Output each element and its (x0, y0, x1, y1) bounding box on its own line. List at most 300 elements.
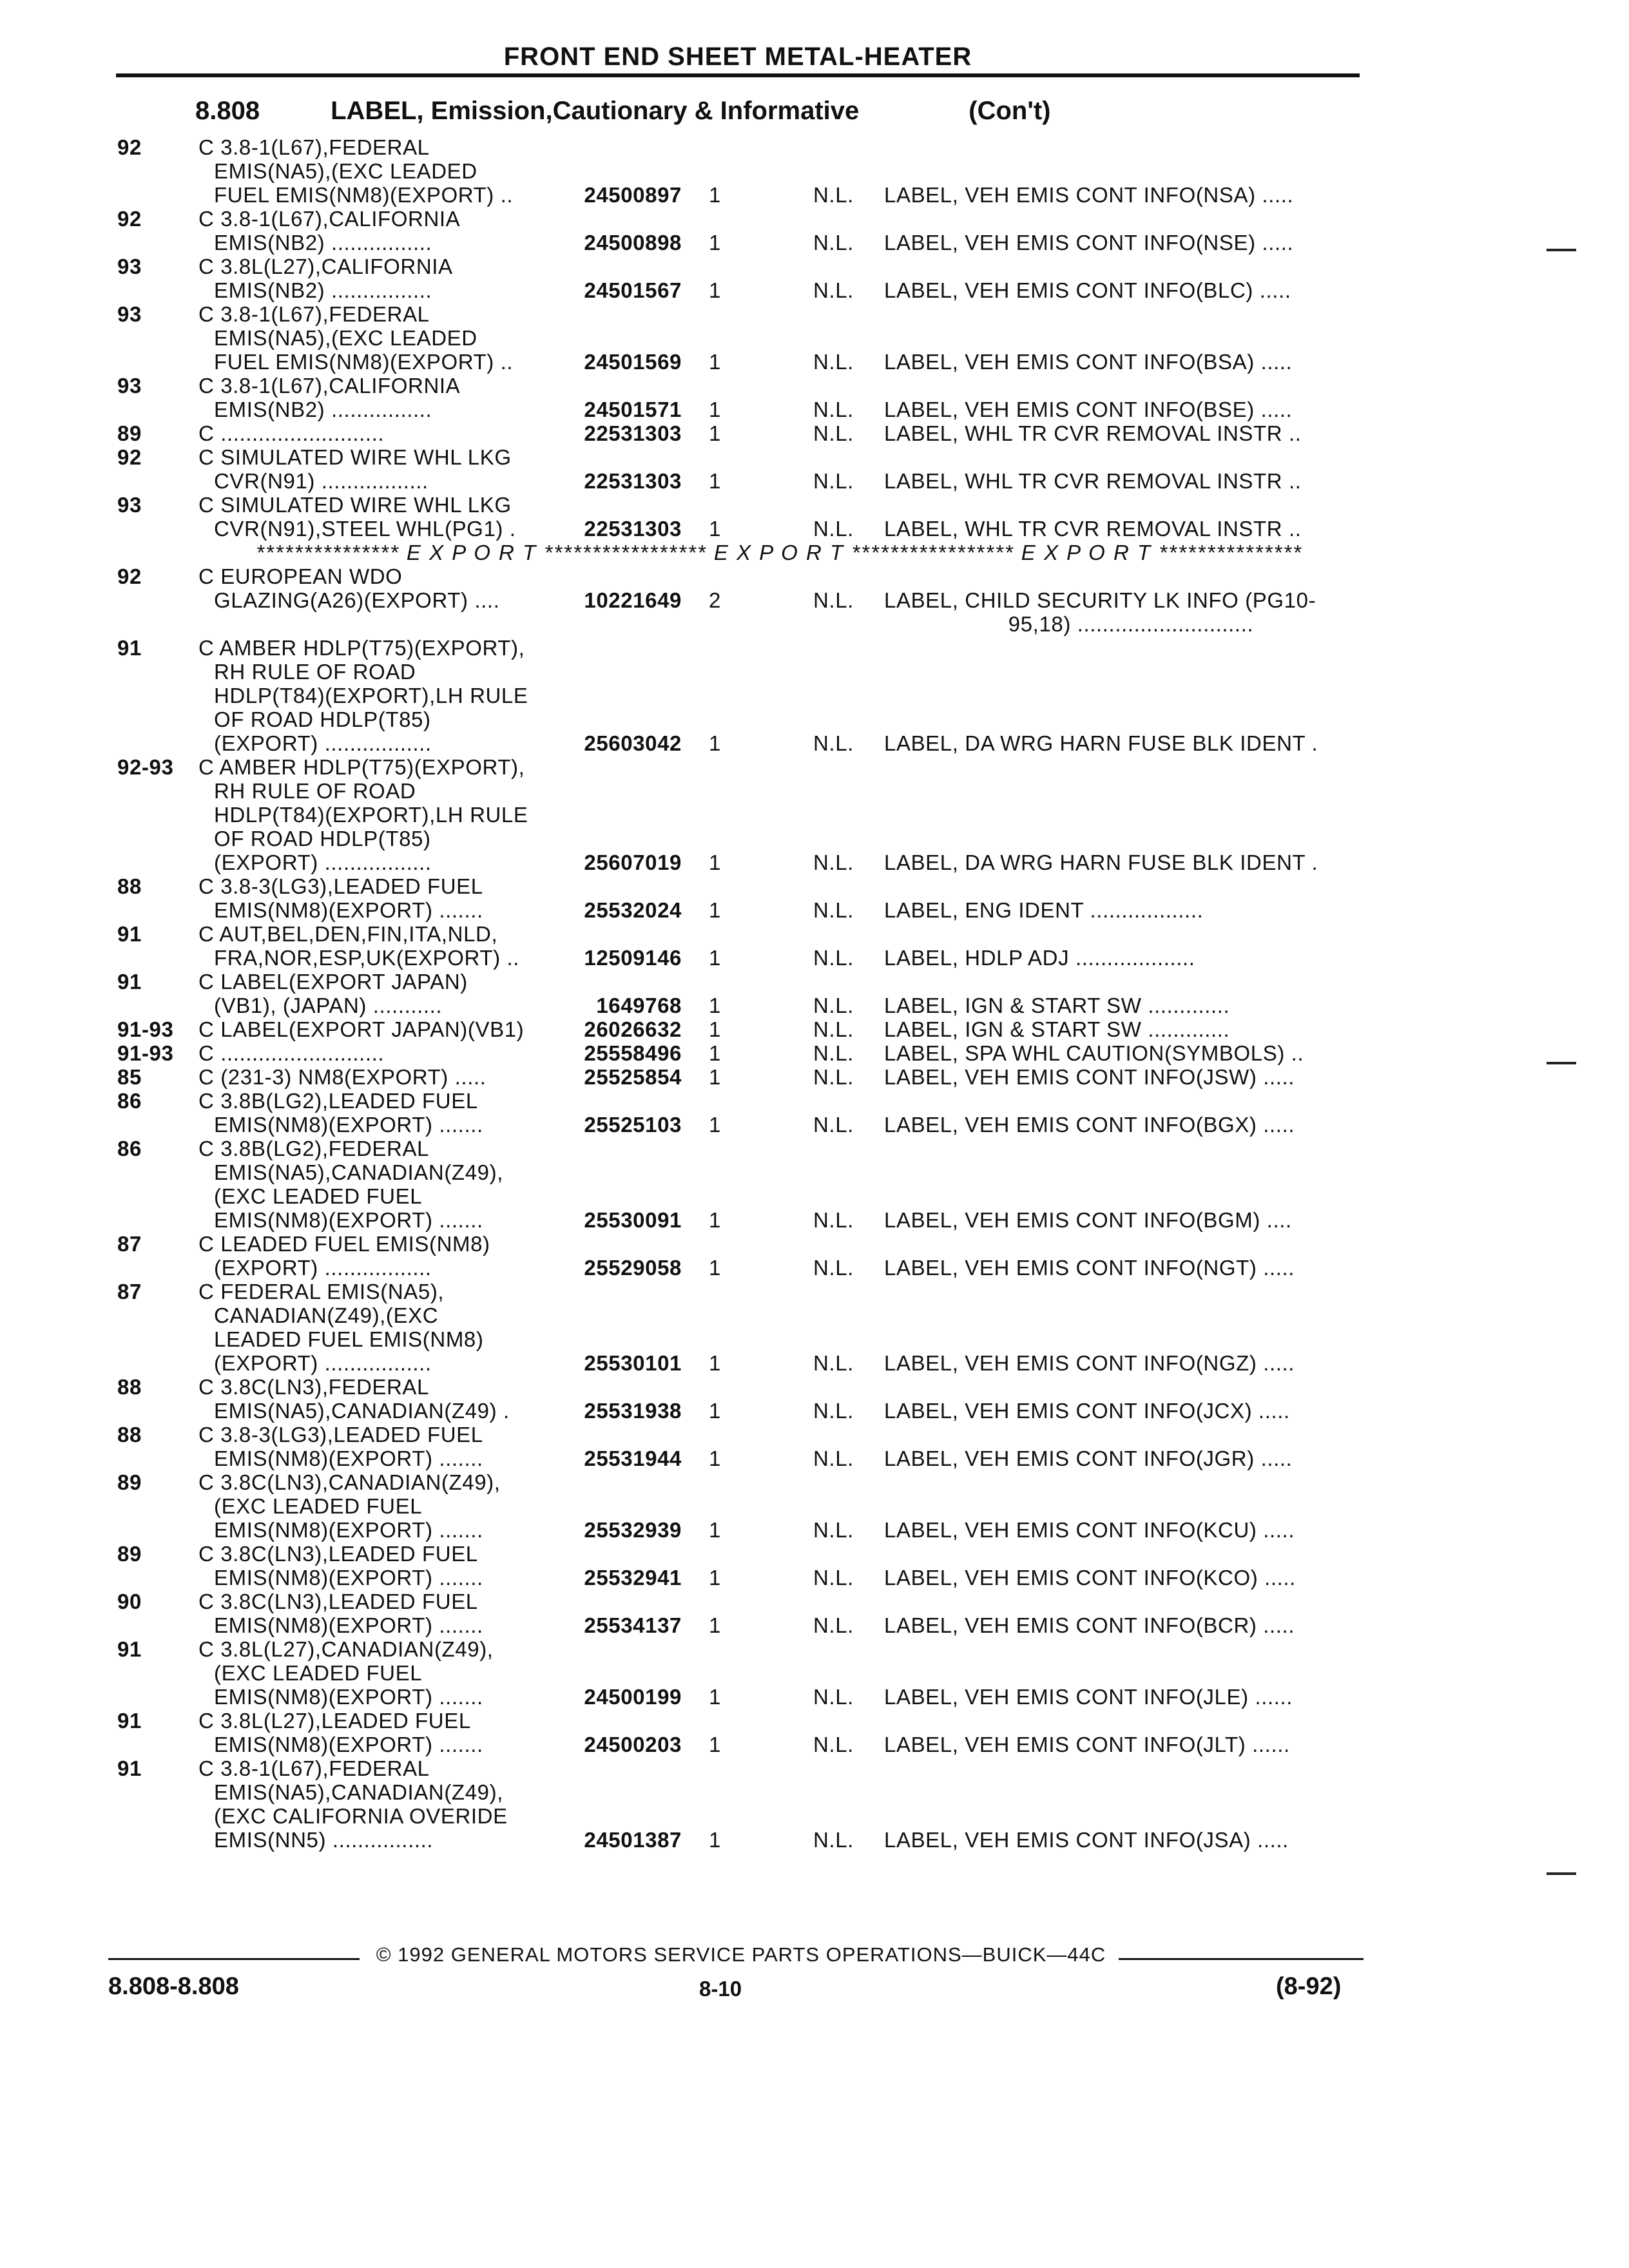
usage-description: OF ROAD HDLP(T85) (214, 707, 431, 731)
usage-description: C 3.8-1(L67),FEDERAL (198, 1756, 430, 1780)
illustration-ref: N.L. (813, 1828, 854, 1852)
footer-date: (8-92) (1276, 1973, 1342, 2000)
part-description: LABEL, WHL TR CVR REMOVAL INSTR .. (884, 517, 1302, 541)
model-year: 92-93 (117, 755, 174, 779)
table-row (0, 731, 1629, 755)
usage-description: C (231-3) NM8(EXPORT) ..... (198, 1065, 487, 1089)
model-year: 91 (117, 636, 142, 660)
table-row (0, 231, 1629, 255)
illustration-ref: N.L. (813, 278, 854, 302)
illustration-ref: N.L. (813, 1041, 854, 1065)
section-continued: (Con't) (969, 97, 1051, 125)
footer-copyright: © 1992 GENERAL MOTORS SERVICE PARTS OPERATIONS—BUICK—44C (376, 1943, 1106, 1966)
table-row (0, 1494, 1629, 1518)
table-row (0, 1518, 1629, 1542)
usage-description: EMIS(NM8)(EXPORT) ....... (214, 1685, 483, 1709)
model-year: 89 (117, 1470, 142, 1494)
table-row (0, 1780, 1629, 1804)
part-number: 25603042 (584, 731, 682, 755)
part-number: 24500203 (584, 1733, 682, 1756)
footer-section-range: 8.808-8.808 (108, 1973, 239, 2000)
part-number: 25532939 (584, 1518, 682, 1542)
table-row (0, 994, 1629, 1017)
usage-description: C LEADED FUEL EMIS(NM8) (198, 1232, 490, 1256)
quantity: 1 (709, 1685, 721, 1709)
table-row (0, 183, 1629, 207)
part-description: LABEL, HDLP ADJ ................... (884, 946, 1195, 970)
quantity: 1 (709, 946, 721, 970)
quantity: 1 (709, 731, 721, 755)
part-number: 24500897 (584, 183, 682, 207)
table-row (0, 755, 1629, 779)
usage-description: C 3.8C(LN3),CANADIAN(Z49), (198, 1470, 501, 1494)
part-description: LABEL, VEH EMIS CONT INFO(NGT) ..... (884, 1256, 1295, 1280)
table-row (0, 1256, 1629, 1280)
table-row (0, 636, 1629, 660)
model-year: 91-93 (117, 1017, 174, 1041)
part-number: 25530091 (584, 1208, 682, 1232)
table-row (0, 1446, 1629, 1470)
table-row (0, 970, 1629, 994)
model-year: 88 (117, 874, 142, 898)
quantity: 1 (709, 278, 721, 302)
section-heading (195, 97, 1050, 126)
illustration-ref: N.L. (813, 1113, 854, 1137)
usage-description: EMIS(NM8)(EXPORT) ....... (214, 1518, 483, 1542)
usage-description: C 3.8C(LN3),FEDERAL (198, 1375, 429, 1399)
table-row (0, 1709, 1629, 1733)
usage-description: LEADED FUEL EMIS(NM8) (214, 1327, 484, 1351)
model-year: 93 (117, 255, 142, 278)
part-number: 10221649 (584, 588, 682, 612)
usage-description: (EXPORT) ................. (214, 1351, 432, 1375)
usage-description: GLAZING(A26)(EXPORT) .... (214, 588, 500, 612)
quantity: 1 (709, 898, 721, 922)
usage-description: EMIS(NM8)(EXPORT) ....... (214, 1613, 483, 1637)
part-number: 22531303 (584, 517, 682, 541)
quantity: 1 (709, 1828, 721, 1852)
part-number: 25534137 (584, 1613, 682, 1637)
table-row (0, 374, 1629, 398)
table-row (0, 1184, 1629, 1208)
table-row (0, 1613, 1629, 1637)
table-row (0, 898, 1629, 922)
part-number: 25532941 (584, 1566, 682, 1590)
illustration-ref: N.L. (813, 1017, 854, 1041)
part-number: 25607019 (584, 850, 682, 874)
model-year: 93 (117, 493, 142, 517)
usage-description: RH RULE OF ROAD (214, 779, 416, 803)
part-description: LABEL, VEH EMIS CONT INFO(BCR) ..... (884, 1613, 1295, 1637)
illustration-ref: N.L. (813, 1351, 854, 1375)
quantity: 1 (709, 231, 721, 255)
quantity: 2 (709, 588, 721, 612)
part-number: 24501571 (584, 398, 682, 421)
model-year: 86 (117, 1089, 142, 1113)
table-row (0, 1351, 1629, 1375)
table-row (0, 660, 1629, 684)
model-year: 88 (117, 1375, 142, 1399)
part-description: LABEL, DA WRG HARN FUSE BLK IDENT . (884, 850, 1318, 874)
part-number: 25530101 (584, 1351, 682, 1375)
model-year: 89 (117, 421, 142, 445)
table-row (0, 1733, 1629, 1756)
part-description: LABEL, VEH EMIS CONT INFO(JLT) ...... (884, 1733, 1290, 1756)
part-description: LABEL, VEH EMIS CONT INFO(NSE) ..... (884, 231, 1294, 255)
usage-description: EMIS(NB2) ................ (214, 398, 432, 421)
margin-mark (1547, 1872, 1576, 1875)
export-divider (0, 541, 1629, 564)
section-title: LABEL, Emission,Cautionary & Informative (331, 97, 860, 125)
usage-description: EMIS(NM8)(EXPORT) ....... (214, 1113, 483, 1137)
usage-description: HDLP(T84)(EXPORT),LH RULE (214, 684, 528, 707)
quantity: 1 (709, 398, 721, 421)
usage-description: CVR(N91),STEEL WHL(PG1) . (214, 517, 516, 541)
table-row (0, 922, 1629, 946)
usage-description: EMIS(NA5),(EXC LEADED (214, 159, 477, 183)
model-year: 91 (117, 1637, 142, 1661)
model-year: 93 (117, 374, 142, 398)
usage-description: C 3.8-3(LG3),LEADED FUEL (198, 874, 483, 898)
parts-list (0, 135, 1629, 1852)
table-row (0, 350, 1629, 374)
usage-description: FRA,NOR,ESP,UK(EXPORT) .. (214, 946, 520, 970)
usage-description: FUEL EMIS(NM8)(EXPORT) .. (214, 350, 514, 374)
table-row (0, 1375, 1629, 1399)
part-description: LABEL, VEH EMIS CONT INFO(KCU) ..... (884, 1518, 1295, 1542)
part-number: 25529058 (584, 1256, 682, 1280)
illustration-ref: N.L. (813, 731, 854, 755)
table-row (0, 1637, 1629, 1661)
usage-description: C 3.8C(LN3),LEADED FUEL (198, 1542, 478, 1566)
model-year: 87 (117, 1280, 142, 1303)
part-number: 24501569 (584, 350, 682, 374)
illustration-ref: N.L. (813, 231, 854, 255)
section-number: 8.808 (195, 97, 260, 125)
table-row (0, 1160, 1629, 1184)
illustration-ref: N.L. (813, 1256, 854, 1280)
illustration-ref: N.L. (813, 421, 854, 445)
part-description: LABEL, SPA WHL CAUTION(SYMBOLS) .. (884, 1041, 1304, 1065)
usage-description: EMIS(NM8)(EXPORT) ....... (214, 1208, 483, 1232)
part-number: 24501387 (584, 1828, 682, 1852)
quantity: 1 (709, 1065, 721, 1089)
usage-description: (EXC CALIFORNIA OVERIDE (214, 1804, 508, 1828)
usage-description: FUEL EMIS(NM8)(EXPORT) .. (214, 183, 514, 207)
part-description: LABEL, WHL TR CVR REMOVAL INSTR .. (884, 469, 1302, 493)
page-title: FRONT END SHEET METAL-HEATER (503, 43, 972, 71)
usage-description: C 3.8-1(L67),CALIFORNIA (198, 374, 461, 398)
part-number: 26026632 (584, 1017, 682, 1041)
model-year: 85 (117, 1065, 142, 1089)
part-description: LABEL, VEH EMIS CONT INFO(JSW) ..... (884, 1065, 1295, 1089)
quantity: 1 (709, 1399, 721, 1423)
part-number: 25532024 (584, 898, 682, 922)
usage-description: EMIS(NM8)(EXPORT) ....... (214, 898, 483, 922)
table-row (0, 946, 1629, 970)
usage-description: C SIMULATED WIRE WHL LKG (198, 445, 512, 469)
part-description: LABEL, IGN & START SW ............. (884, 1017, 1230, 1041)
usage-description: EMIS(NM8)(EXPORT) ....... (214, 1733, 483, 1756)
table-row (0, 1137, 1629, 1160)
usage-description: C AUT,BEL,DEN,FIN,ITA,NLD, (198, 922, 498, 946)
quantity: 1 (709, 1208, 721, 1232)
illustration-ref: N.L. (813, 1733, 854, 1756)
usage-description: C 3.8-1(L67),CALIFORNIA (198, 207, 461, 231)
illustration-ref: N.L. (813, 1208, 854, 1232)
table-row (0, 278, 1629, 302)
part-description: LABEL, VEH EMIS CONT INFO(BLC) ..... (884, 278, 1291, 302)
model-year: 91 (117, 1709, 142, 1733)
usage-description: C 3.8B(LG2),LEADED FUEL (198, 1089, 478, 1113)
illustration-ref: N.L. (813, 1613, 854, 1637)
table-row (0, 421, 1629, 445)
table-row (0, 159, 1629, 183)
table-row (0, 493, 1629, 517)
model-year: 92 (117, 564, 142, 588)
table-row (0, 469, 1629, 493)
model-year: 89 (117, 1542, 142, 1566)
part-description: LABEL, VEH EMIS CONT INFO(JGR) ..... (884, 1446, 1293, 1470)
footer-page-number: 8-10 (699, 1977, 742, 2001)
usage-description: EMIS(NB2) ................ (214, 278, 432, 302)
table-row (0, 517, 1629, 541)
table-row (0, 779, 1629, 803)
part-number: 24500898 (584, 231, 682, 255)
table-row (0, 803, 1629, 827)
part-number: 25525103 (584, 1113, 682, 1137)
table-row (0, 207, 1629, 231)
table-row (0, 445, 1629, 469)
table-row (0, 255, 1629, 278)
usage-description: EMIS(NM8)(EXPORT) ....... (214, 1566, 483, 1590)
usage-description: C 3.8-1(L67),FEDERAL (198, 302, 430, 326)
usage-description: C .......................... (198, 1041, 385, 1065)
usage-description: EMIS(NA5),(EXC LEADED (214, 326, 477, 350)
model-year: 92 (117, 207, 142, 231)
quantity: 1 (709, 350, 721, 374)
part-number: 25558496 (584, 1041, 682, 1065)
quantity: 1 (709, 1113, 721, 1137)
part-description: LABEL, VEH EMIS CONT INFO(NGZ) ..... (884, 1351, 1295, 1375)
usage-description: (VB1), (JAPAN) ........... (214, 994, 443, 1017)
illustration-ref: N.L. (813, 1518, 854, 1542)
usage-description: C 3.8L(L27),CANADIAN(Z49), (198, 1637, 494, 1661)
table-row (0, 874, 1629, 898)
quantity: 1 (709, 1733, 721, 1756)
illustration-ref: N.L. (813, 1566, 854, 1590)
table-row (0, 1399, 1629, 1423)
quantity: 1 (709, 1566, 721, 1590)
illustration-ref: N.L. (813, 183, 854, 207)
table-row (0, 588, 1629, 612)
model-year: 92 (117, 445, 142, 469)
table-row (0, 135, 1629, 159)
usage-description: C AMBER HDLP(T75)(EXPORT), (198, 755, 525, 779)
table-row (0, 1423, 1629, 1446)
usage-description: C LABEL(EXPORT JAPAN) (198, 970, 468, 994)
usage-description: CANADIAN(Z49),(EXC (214, 1303, 439, 1327)
export-banner: *************** E X P O R T ***************** E X P O R T ***************** E X P O R T *************** (256, 541, 1302, 564)
illustration-ref: N.L. (813, 898, 854, 922)
illustration-ref: N.L. (813, 517, 854, 541)
usage-description: OF ROAD HDLP(T85) (214, 827, 431, 850)
usage-description: C 3.8-1(L67),FEDERAL (198, 135, 430, 159)
table-row (0, 398, 1629, 421)
illustration-ref: N.L. (813, 850, 854, 874)
usage-description: C LABEL(EXPORT JAPAN)(VB1) (198, 1017, 525, 1041)
table-row (0, 1661, 1629, 1685)
illustration-ref: N.L. (813, 1065, 854, 1089)
table-row (0, 1089, 1629, 1113)
quantity: 1 (709, 850, 721, 874)
quantity: 1 (709, 517, 721, 541)
usage-description: C 3.8-3(LG3),LEADED FUEL (198, 1423, 483, 1446)
quantity: 1 (709, 183, 721, 207)
usage-description: C 3.8L(L27),LEADED FUEL (198, 1709, 471, 1733)
quantity: 1 (709, 1017, 721, 1041)
usage-description: (EXC LEADED FUEL (214, 1184, 423, 1208)
part-description: 95,18) ............................ (1008, 612, 1254, 636)
quantity: 1 (709, 1446, 721, 1470)
quantity: 1 (709, 1613, 721, 1637)
usage-description: HDLP(T84)(EXPORT),LH RULE (214, 803, 528, 827)
illustration-ref: N.L. (813, 994, 854, 1017)
usage-description: CVR(N91) ................. (214, 469, 429, 493)
model-year: 90 (117, 1590, 142, 1613)
usage-description: C SIMULATED WIRE WHL LKG (198, 493, 512, 517)
table-row (0, 326, 1629, 350)
part-description: LABEL, WHL TR CVR REMOVAL INSTR .. (884, 421, 1302, 445)
part-number: 22531303 (584, 421, 682, 445)
part-description: LABEL, VEH EMIS CONT INFO(KCO) ..... (884, 1566, 1296, 1590)
footer-rule-left (108, 1958, 360, 1960)
part-number: 24500199 (584, 1685, 682, 1709)
model-year: 91-93 (117, 1041, 174, 1065)
part-description: LABEL, CHILD SECURITY LK INFO (PG10- (884, 588, 1316, 612)
part-description: LABEL, IGN & START SW ............. (884, 994, 1230, 1017)
table-row (0, 612, 1629, 636)
model-year: 91 (117, 970, 142, 994)
part-description: LABEL, VEH EMIS CONT INFO(BGX) ..... (884, 1113, 1295, 1137)
illustration-ref: N.L. (813, 1399, 854, 1423)
usage-description: (EXC LEADED FUEL (214, 1661, 423, 1685)
table-row (0, 1542, 1629, 1566)
quantity: 1 (709, 469, 721, 493)
usage-description: (EXC LEADED FUEL (214, 1494, 423, 1518)
table-row (0, 1470, 1629, 1494)
table-row (0, 1232, 1629, 1256)
table-row (0, 1590, 1629, 1613)
part-description: LABEL, ENG IDENT .................. (884, 898, 1204, 922)
quantity: 1 (709, 1256, 721, 1280)
part-description: LABEL, VEH EMIS CONT INFO(BGM) .... (884, 1208, 1292, 1232)
usage-description: C EUROPEAN WDO (198, 564, 403, 588)
table-row (0, 302, 1629, 326)
header-rule (116, 73, 1360, 77)
illustration-ref: N.L. (813, 350, 854, 374)
usage-description: C FEDERAL EMIS(NA5), (198, 1280, 445, 1303)
part-description: LABEL, DA WRG HARN FUSE BLK IDENT . (884, 731, 1318, 755)
model-year: 86 (117, 1137, 142, 1160)
part-description: LABEL, VEH EMIS CONT INFO(BSE) ..... (884, 398, 1293, 421)
quantity: 1 (709, 1518, 721, 1542)
usage-description: EMIS(NA5),CANADIAN(Z49), (214, 1160, 503, 1184)
quantity: 1 (709, 1041, 721, 1065)
usage-description: (EXPORT) ................. (214, 1256, 432, 1280)
margin-mark (1547, 249, 1576, 251)
part-number: 25525854 (584, 1065, 682, 1089)
table-row (0, 850, 1629, 874)
usage-description: EMIS(NA5),CANADIAN(Z49) . (214, 1399, 510, 1423)
usage-description: EMIS(NN5) ................ (214, 1828, 434, 1852)
margin-mark (1547, 1062, 1576, 1064)
table-row (0, 1208, 1629, 1232)
table-row (0, 1303, 1629, 1327)
usage-description: C .......................... (198, 421, 385, 445)
illustration-ref: N.L. (813, 1446, 854, 1470)
model-year: 88 (117, 1423, 142, 1446)
usage-description: C 3.8C(LN3),LEADED FUEL (198, 1590, 478, 1613)
table-row (0, 1065, 1629, 1089)
quantity: 1 (709, 421, 721, 445)
part-number: 25531938 (584, 1399, 682, 1423)
table-row (0, 827, 1629, 850)
model-year: 91 (117, 922, 142, 946)
usage-description: C 3.8B(LG2),FEDERAL (198, 1137, 430, 1160)
part-number: 25531944 (584, 1446, 682, 1470)
table-row (0, 684, 1629, 707)
part-description: LABEL, VEH EMIS CONT INFO(JLE) ...... (884, 1685, 1293, 1709)
part-number: 22531303 (584, 469, 682, 493)
table-row (0, 1685, 1629, 1709)
usage-description: EMIS(NA5),CANADIAN(Z49), (214, 1780, 503, 1804)
usage-description: (EXPORT) ................. (214, 731, 432, 755)
quantity: 1 (709, 994, 721, 1017)
table-row (0, 1756, 1629, 1780)
usage-description: EMIS(NM8)(EXPORT) ....... (214, 1446, 483, 1470)
part-number: 1649768 (596, 994, 682, 1017)
illustration-ref: N.L. (813, 588, 854, 612)
table-row (0, 1041, 1629, 1065)
footer-rule-right (1119, 1958, 1364, 1960)
table-row (0, 1280, 1629, 1303)
table-row (0, 1017, 1629, 1041)
usage-description: C 3.8L(L27),CALIFORNIA (198, 255, 453, 278)
part-number: 24501567 (584, 278, 682, 302)
table-row (0, 564, 1629, 588)
part-number: 12509146 (584, 946, 682, 970)
usage-description: EMIS(NB2) ................ (214, 231, 432, 255)
part-description: LABEL, VEH EMIS CONT INFO(NSA) ..... (884, 183, 1294, 207)
model-year: 93 (117, 302, 142, 326)
illustration-ref: N.L. (813, 1685, 854, 1709)
part-description: LABEL, VEH EMIS CONT INFO(JCX) ..... (884, 1399, 1290, 1423)
table-row (0, 1327, 1629, 1351)
usage-description: C AMBER HDLP(T75)(EXPORT), (198, 636, 525, 660)
model-year: 92 (117, 135, 142, 159)
illustration-ref: N.L. (813, 946, 854, 970)
table-row (0, 707, 1629, 731)
usage-description: (EXPORT) ................. (214, 850, 432, 874)
part-description: LABEL, VEH EMIS CONT INFO(JSA) ..... (884, 1828, 1289, 1852)
model-year: 91 (117, 1756, 142, 1780)
table-row (0, 1804, 1629, 1828)
table-row (0, 1566, 1629, 1590)
usage-description: RH RULE OF ROAD (214, 660, 416, 684)
part-description: LABEL, VEH EMIS CONT INFO(BSA) ..... (884, 350, 1293, 374)
illustration-ref: N.L. (813, 398, 854, 421)
